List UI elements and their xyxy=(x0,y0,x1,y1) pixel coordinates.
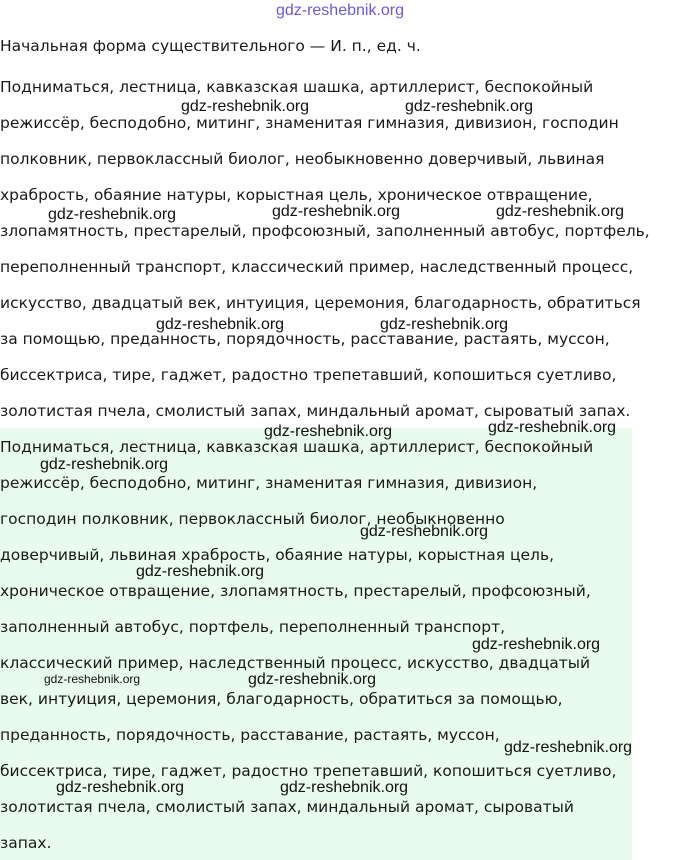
task-line: биссектриса, тире, гаджет, радостно трепетавший, копошиться суетливо, xyxy=(0,366,617,384)
task-line: Подниматься, лестница, кавказская шашка, артиллерист, беспокойный xyxy=(0,78,594,96)
answer-line: заполненный автобус, портфель, переполненный транспорт, xyxy=(0,618,506,636)
answer-line: золотистая пчела, смолистый запах, миндальный аромат, сыроватый xyxy=(0,798,574,816)
task-line: злопамятность, престарелый, профсоюзный, заполненный автобус, портфель, xyxy=(0,222,650,240)
watermark: gdz-reshebnik.org xyxy=(280,779,409,796)
task-line: искусство, двадцатый век, интуиция, церемония, благодарность, обратиться xyxy=(0,294,641,312)
watermark: gdz-reshebnik.org xyxy=(488,419,617,436)
answer-line: век, интуиция, церемония, благодарность, обратиться за помощью, xyxy=(0,690,563,708)
watermark: gdz-reshebnik.org xyxy=(48,206,177,223)
watermark: gdz-reshebnik.org xyxy=(248,671,377,688)
answer-line: преданность, порядочность, расставание, растаять, муссон, xyxy=(0,726,500,744)
watermark: gdz-reshebnik.org xyxy=(40,456,169,473)
watermark: gdz-reshebnik.org xyxy=(496,203,625,220)
watermark: gdz-reshebnik.org xyxy=(405,98,534,115)
watermark: gdz-reshebnik.org xyxy=(504,739,633,756)
watermark: gdz-reshebnik.org xyxy=(181,98,310,115)
task-line: режиссёр, бесподобно, митинг, знаменитая гимназия, дивизион, господин xyxy=(0,114,619,132)
task-line: золотистая пчела, смолистый запах, миндальный аромат, сыроватый запах. xyxy=(0,402,631,420)
answer-line: доверчивый, львиная храбрость, обаяние натуры, корыстная цель, xyxy=(0,546,555,564)
watermark: gdz-reshebnik.org xyxy=(136,563,265,580)
header-watermark: gdz-reshebnik.org xyxy=(275,2,405,19)
answer-line: господин полковник, первоклассный биолог, необыкновенно xyxy=(0,510,505,528)
task-line: полковник, первоклассный биолог, необыкновенно доверчивый, львиная xyxy=(0,150,605,168)
watermark: gdz-reshebnik.org xyxy=(44,672,141,686)
task-line: храбрость, обаяние натуры, корыстная цель, хроническое отвращение, xyxy=(0,186,593,204)
answer-line: биссектриса, тире, гаджет, радостно трепетавший, копошиться суетливо, xyxy=(0,762,617,780)
task-line: переполненный транспорт, классический пример, наследственный процесс, xyxy=(0,258,634,276)
watermark: gdz-reshebnik.org xyxy=(472,636,601,653)
task-line: за помощью, преданность, порядочность, расставание, растаять, муссон, xyxy=(0,330,610,348)
answer-line: классический пример, наследственный процесс, искусство, двадцатый xyxy=(0,654,591,672)
page-title: Начальная форма существительного — И. п., ед. ч. xyxy=(0,37,421,55)
watermark: gdz-reshebnik.org xyxy=(264,423,393,440)
watermark: gdz-reshebnik.org xyxy=(156,316,285,333)
answer-line: Подниматься, лестница, кавказская шашка, артиллерист, беспокойный xyxy=(0,438,594,456)
answer-line: хроническое отвращение, злопамятность, престарелый, профсоюзный, xyxy=(0,582,591,600)
answer-line: режиссёр, бесподобно, митинг, знаменитая гимназия, дивизион, xyxy=(0,474,538,492)
watermark: gdz-reshebnik.org xyxy=(380,316,509,333)
watermark: gdz-reshebnik.org xyxy=(360,523,489,540)
answer-line: запах. xyxy=(0,834,52,852)
watermark: gdz-reshebnik.org xyxy=(272,203,401,220)
watermark: gdz-reshebnik.org xyxy=(56,779,185,796)
